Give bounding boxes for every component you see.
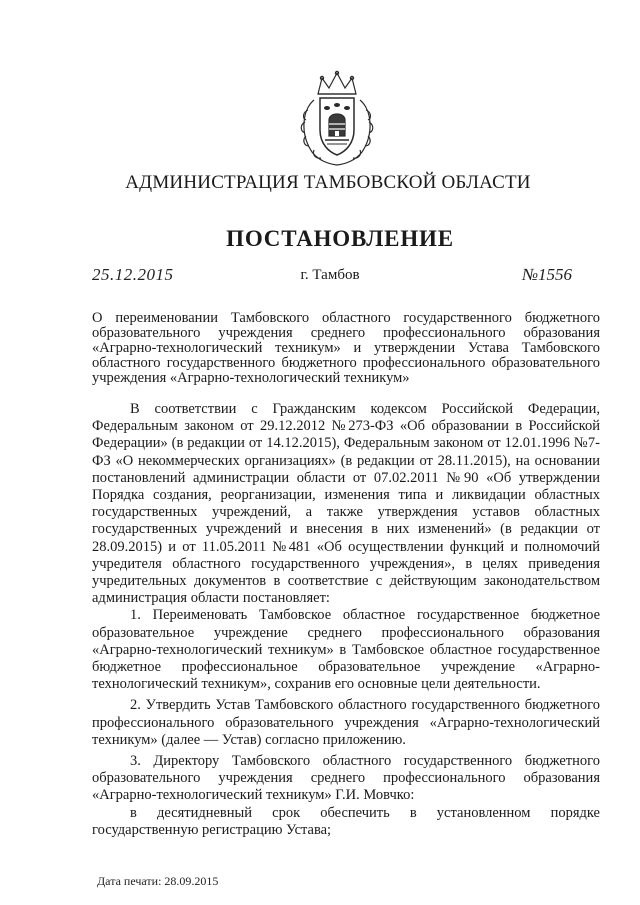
handwritten-document-number: №1556 xyxy=(522,265,573,284)
resolution-subject: О переименовании Тамбовского областного государственного бюджетного образовательного учреждения среднего профессионального образования «Аграрно-технологический техникум» и утверждении Устава Тамбовского областного государственного бюджетного профессионального образовательного учреждения «Аграрно-технологический техникум» xyxy=(92,310,600,386)
item-3-subitem-paragraph: в десятидневный срок обеспечить в установленном порядке государственную регистрацию Устава; xyxy=(92,804,600,838)
item-3-paragraph: 3. Директору Тамбовского областного государственного бюджетного образовательного учреждения среднего профессионального образования «Аграрно-технологический техникум» Г.И. Мовчко: xyxy=(92,753,600,804)
city-label: г. Тамбов xyxy=(300,267,360,283)
preamble-paragraph: В соответствии с Гражданским кодексом Российской Федерации, Федеральным законом от 29.12.2012 №273-ФЗ «Об образовании в Российской Федерации» (в редакции от 14.12.2015), Федеральным законом от 12.01.1996 №7-ФЗ «О некоммерческих организациях» (в редакции от 28.11.2015), на основании постановлений администрации области от 07.02.2011 №90 «Об утверждении Порядка создания, реорганизации, изменения типа и ликвидации областных государственных учреждений, а также утверждения уставов областных государственных учреждений и внесения в них изменений» (в редакции от 28.09.2015) и от 11.05.2011 №481 «Об осуществлении функций и полномочий учредителя областного государственного учреждения», в целях приведения учредительных документов в соответствие с действующим законодательством администрация области постановляет: xyxy=(92,401,600,607)
print-date-footer: Дата печати: 28.09.2015 xyxy=(97,874,219,888)
item-1-paragraph: 1. Переименовать Тамбовское областное государственное бюджетное образовательное учреждение среднего профессионального образования «Аграрно-технологический техникум» в Тамбовское областное государственное бюджетное профессиональное образовательное учреждение «Аграрно-технологический техникум», сохранив его основные цели деятельности. xyxy=(92,607,600,693)
organization-title: АДМИНИСТРАЦИЯ ТАМБОВСКОЙ ОБЛАСТИ xyxy=(125,172,531,193)
item-2-paragraph: 2. Утвердить Устав Тамбовского областного государственного бюджетного профессионального образовательного учреждения «Аграрно-технологический техникум» (далее — Устав) согласно приложению. xyxy=(92,697,600,748)
coat-of-arms-emblem xyxy=(298,70,376,168)
resolution-body xyxy=(92,401,600,839)
document-type-heading: ПОСТАНОВЛЕНИЕ xyxy=(226,226,454,251)
handwritten-date: 25.12.2015 xyxy=(92,265,174,284)
